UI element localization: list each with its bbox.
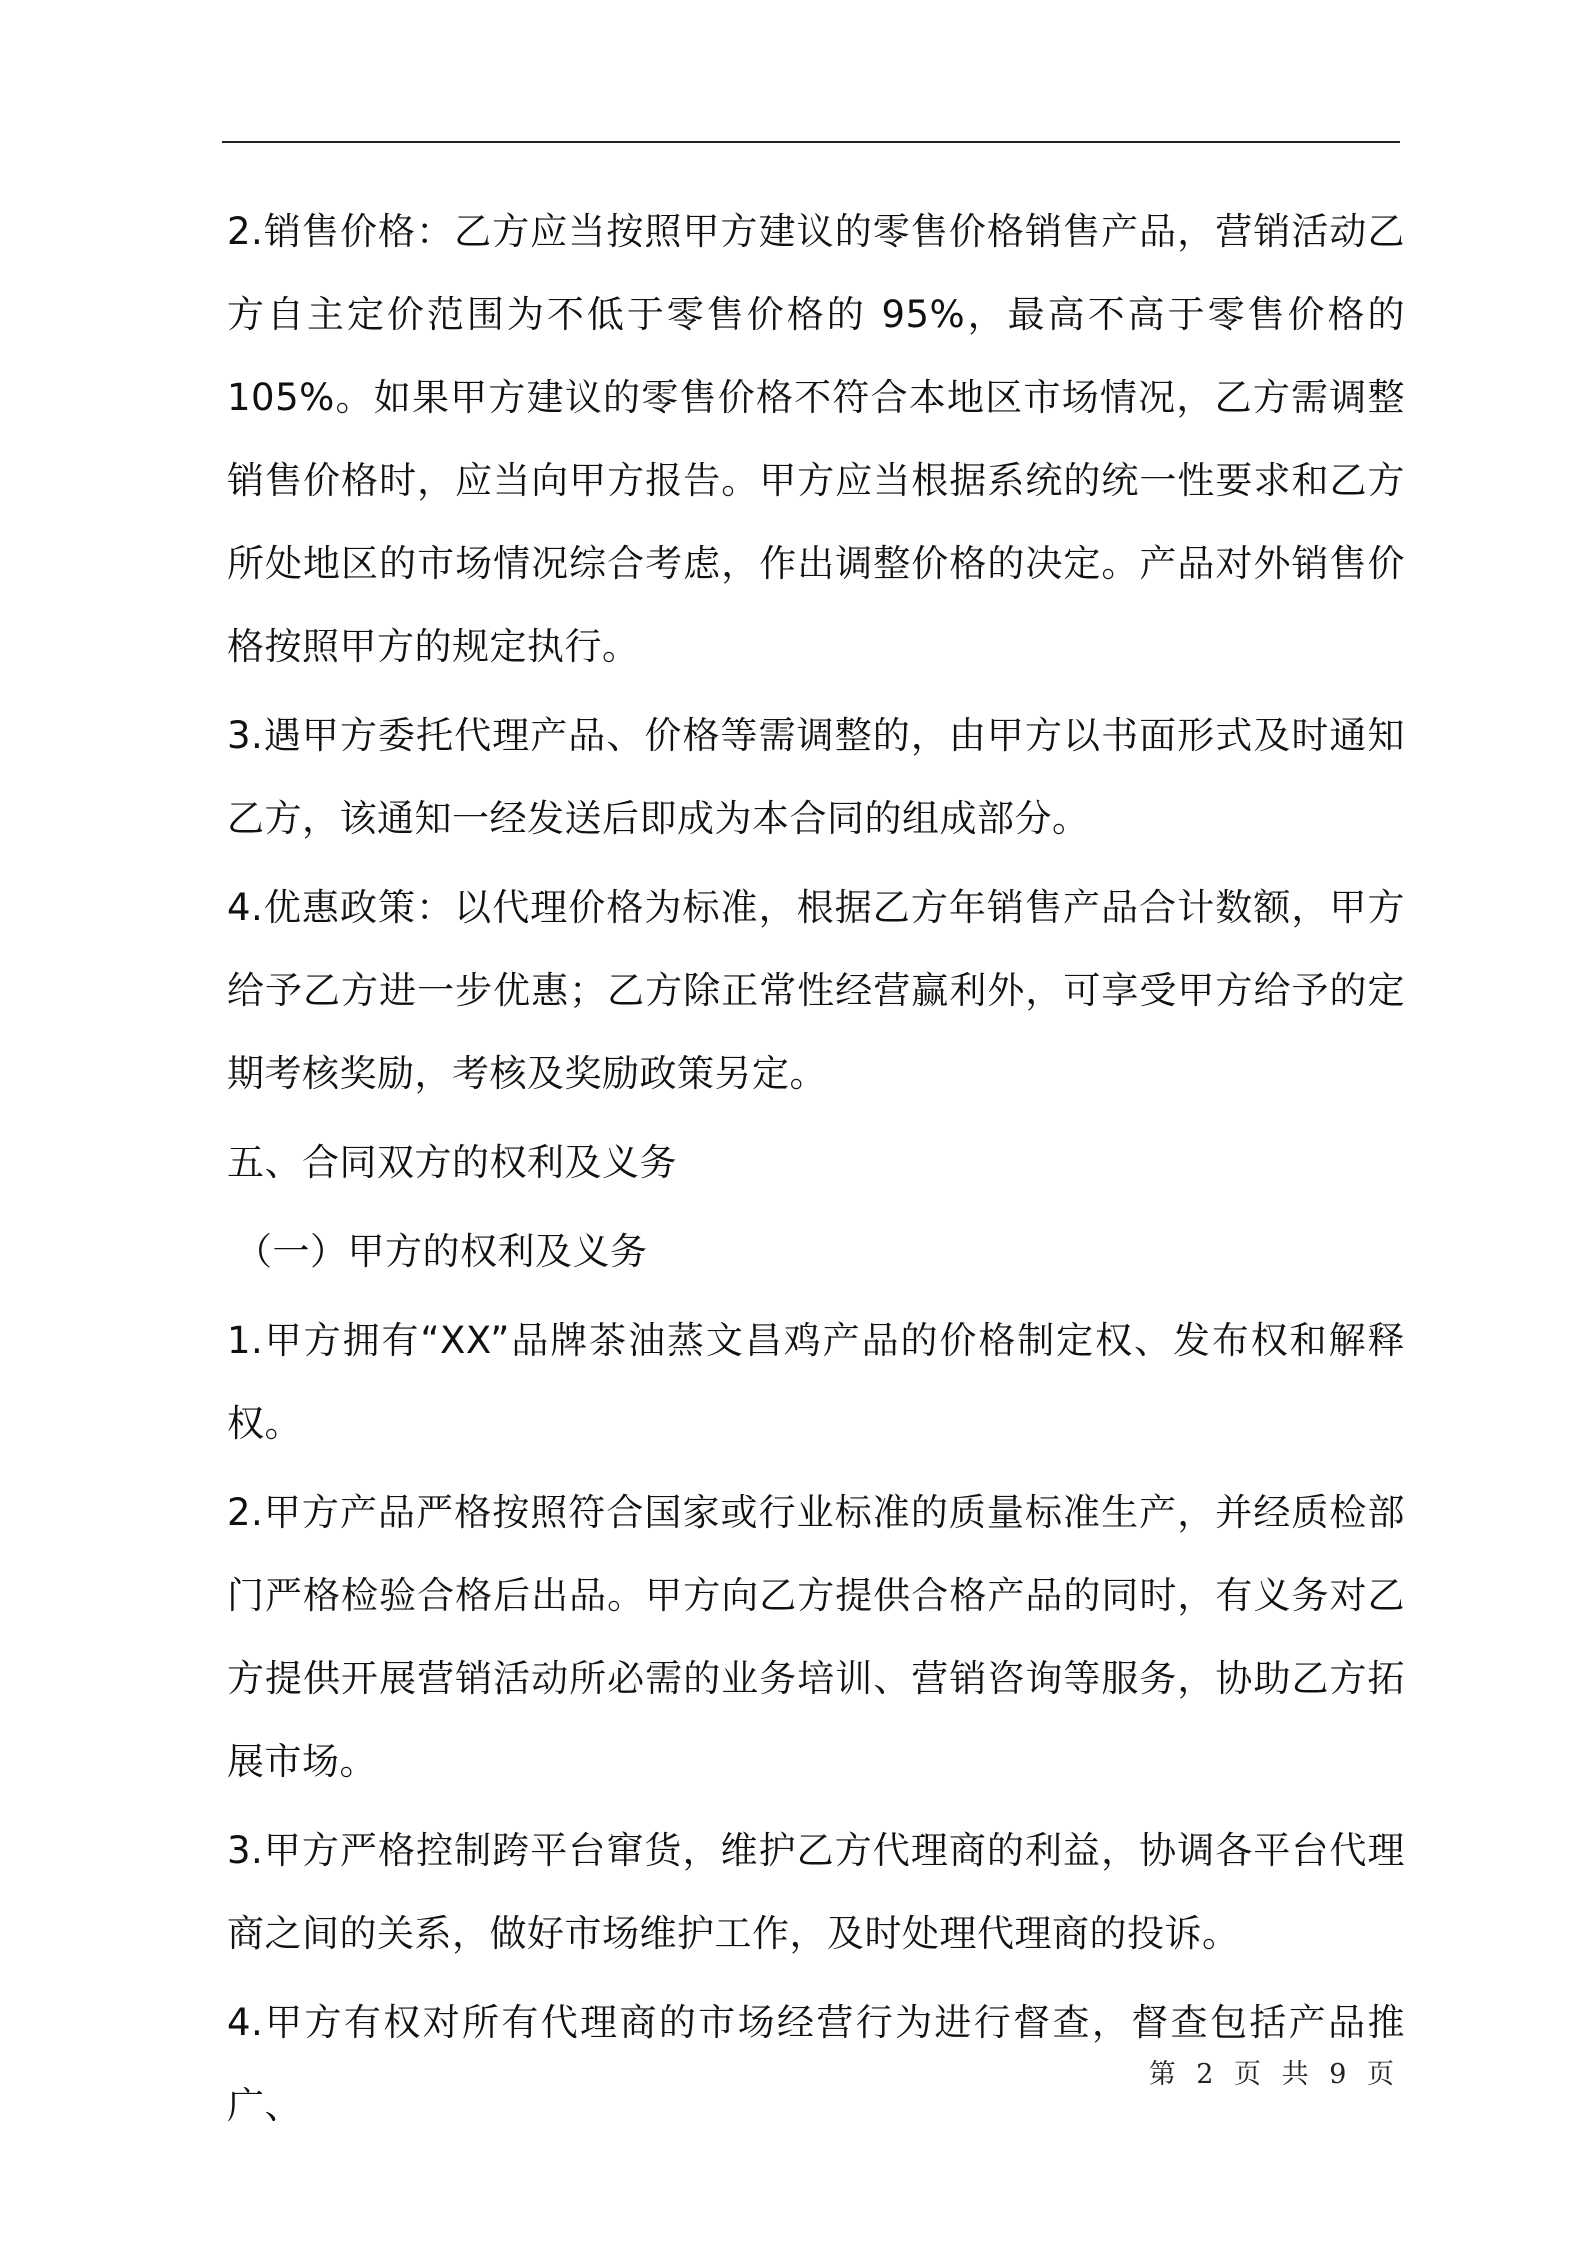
para-quality-standards: 2.甲方产品严格按照符合国家或行业标准的质量标准生产，并经质检部门严格检验合格后出品。甲方向乙方提供合格产品的同时，有义务对乙方提供开展营销活动所必需的业务培训、营销咨询等服务，协助乙方拓展市场。 xyxy=(227,1491,1405,1783)
para-adjustment-notice: 3.遇甲方委托代理产品、价格等需调整的，由甲方以书面形式及时通知乙方，该通知一经发送后即成为本合同的组成部分。 xyxy=(227,714,1405,840)
para-pricing-rights: 1.甲方拥有“XX”品牌茶油蒸文昌鸡产品的价格制定权、发布权和解释权。 xyxy=(227,1319,1405,1445)
header-rule xyxy=(222,141,1400,143)
page-number-footer: 第 2 页 共 9 页 xyxy=(1148,2059,1400,2090)
para-preferential-policy: 4.优惠政策：以代理价格为标准，根据乙方年销售产品合计数额，甲方给予乙方进一步优惠；乙方除正常性经营赢利外，可享受甲方给予的定期考核奖励，考核及奖励政策另定。 xyxy=(227,886,1405,1095)
section-heading-rights-obligations: 五、合同双方的权利及义务 xyxy=(227,1141,677,1184)
subsection-heading-party-a: （一）甲方的权利及义务 xyxy=(235,1230,648,1273)
para-supervision: 4.甲方有权对所有代理商的市场经营行为进行督查，督查包括产品推广、 xyxy=(227,2001,1405,2127)
para-sales-price: 2.销售价格：乙方应当按照甲方建议的零售价格销售产品，营销活动乙方自主定价范围为不低于零售价格的 95%，最高不高于零售价格的105%。如果甲方建议的零售价格不符合本地区市场情况，乙方需调整销售价格时，应当向甲方报告。甲方应当根据系统的统一性要求和乙方所处地区的市场情况综合考虑，作出调整价格的决定。产品对外销售价格按照甲方的规定执行。 xyxy=(227,210,1405,668)
para-cross-platform-control: 3.甲方严格控制跨平台窜货，维护乙方代理商的利益，协调各平台代理商之间的关系，做好市场维护工作，及时处理代理商的投诉。 xyxy=(227,1829,1405,1955)
document-body xyxy=(227,190,1405,2153)
